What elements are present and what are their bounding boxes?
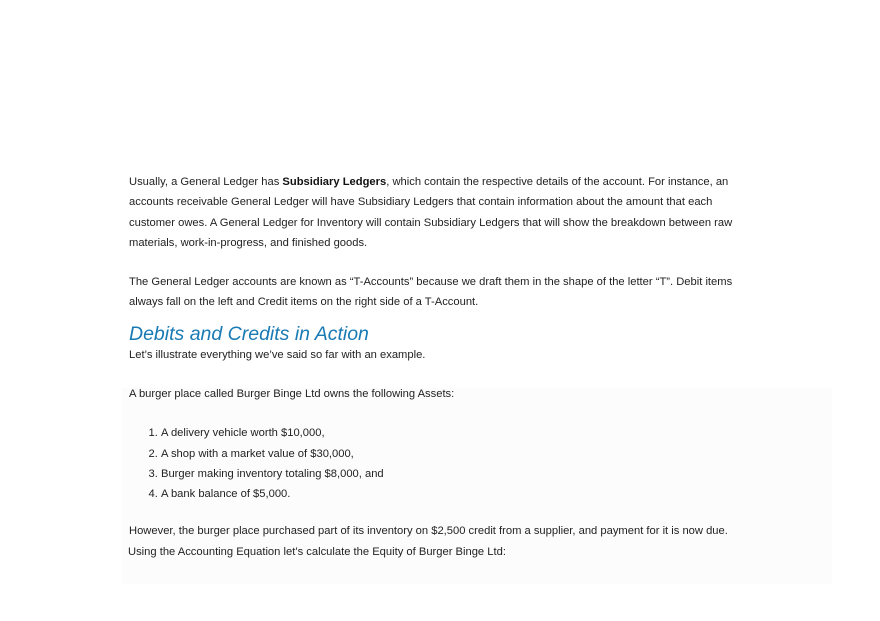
- subsidiary-ledgers-paragraph: [129, 172, 754, 253]
- list-item: 3. Burger making inventory totaling $8,000, and: [161, 464, 754, 484]
- subsidiary-ledgers-term: Subsidiary Ledgers: [282, 176, 387, 188]
- list-item: 4. A bank balance of $5,000.: [161, 484, 754, 504]
- liability-paragraph: However, the burger place purchased part of its inventory on $2,500 credit from a supplier, and payment for it is now due.: [129, 524, 728, 537]
- assets-list: [129, 423, 754, 504]
- list-item: 2. A shop with a market value of $30,000,: [161, 444, 754, 464]
- paragraph-text: Usually, a General Ledger has: [129, 176, 283, 188]
- equity-paragraph: Using the Accounting Equation let’s calculate the Equity of Burger Binge Ltd:: [128, 545, 506, 558]
- assets-intro-paragraph: A burger place called Burger Binge Ltd owns the following Assets:: [129, 388, 455, 401]
- section-heading: Debits and Credits in Action: [129, 322, 369, 345]
- article-body: [129, 172, 754, 562]
- list-item: 1. A delivery vehicle worth $10,000,: [161, 423, 754, 443]
- paragraph-text: , which contain the respective details of the account. For instance, an accounts receivable General Ledger will have Subsidiary Ledgers that contain information about the amount that each customer owes. A General Ledger for Inventory will contain Subsidiary Ledgers that will show the breakdown between raw materials, work-in-progress, and finished goods.: [129, 176, 733, 249]
- intro-paragraph: Let’s illustrate everything we’ve said so far with an example.: [129, 348, 426, 361]
- t-accounts-paragraph: The General Ledger accounts are known as “T-Accounts” because we draft them in the shape of the letter “T”. Debit items always fall on the left and Credit items on the right side of a T-Account.: [129, 276, 733, 309]
